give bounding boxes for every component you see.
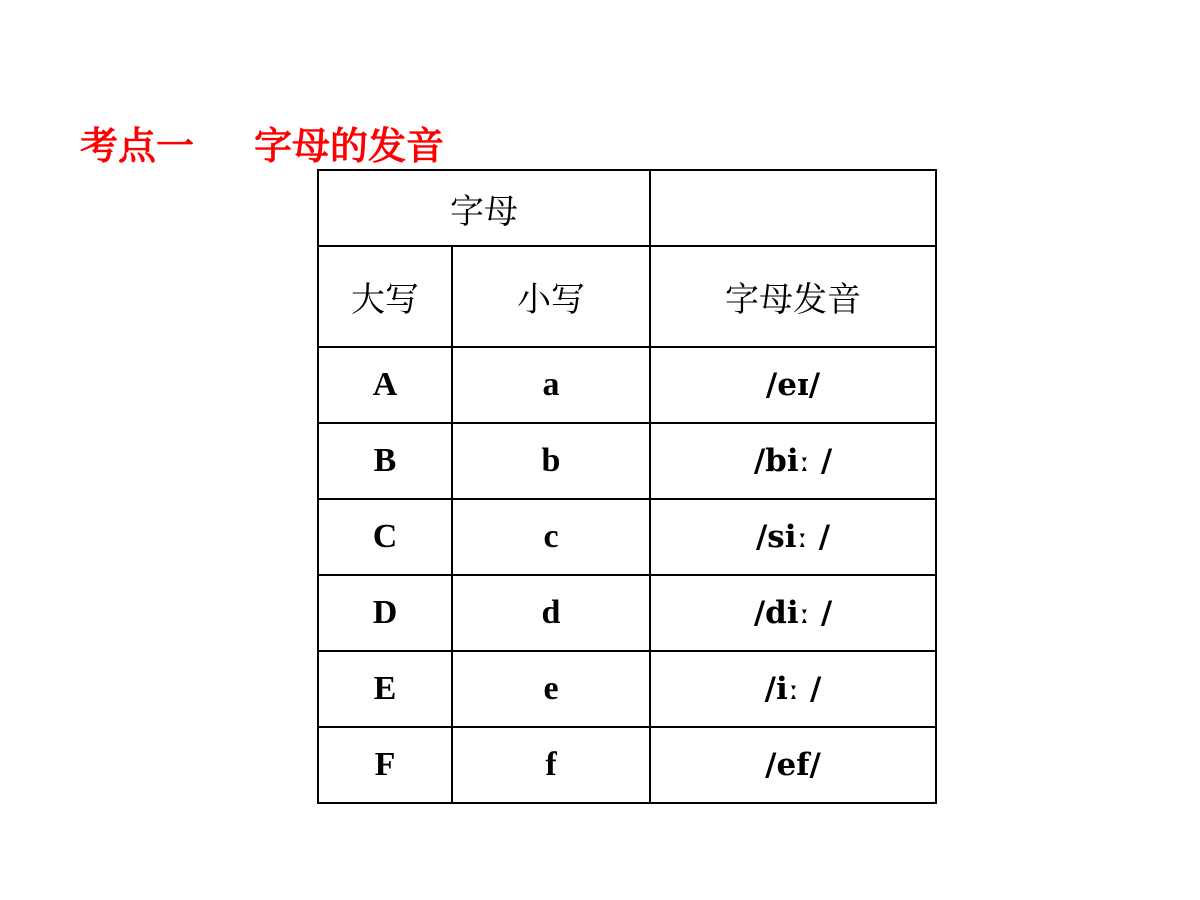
table-row bbox=[318, 651, 936, 727]
page-heading bbox=[80, 118, 444, 166]
table-row bbox=[318, 575, 936, 651]
letter-pronunciation: /biː / bbox=[650, 423, 936, 499]
uppercase-letter: E bbox=[318, 651, 452, 727]
letters-group-header: 字母 bbox=[318, 170, 650, 246]
uppercase-letter: F bbox=[318, 727, 452, 803]
lowercase-letter: e bbox=[452, 651, 650, 727]
uppercase-letter: C bbox=[318, 499, 452, 575]
letter-pronunciation-table bbox=[317, 169, 937, 804]
column-header-lowercase: 小写 bbox=[452, 246, 650, 347]
table-column-header-row bbox=[318, 246, 936, 347]
table-group-header-row bbox=[318, 170, 936, 246]
uppercase-letter: B bbox=[318, 423, 452, 499]
lowercase-letter: a bbox=[452, 347, 650, 423]
column-header-pronunciation: 字母发音 bbox=[650, 246, 936, 347]
column-header-uppercase: 大写 bbox=[318, 246, 452, 347]
table-row bbox=[318, 727, 936, 803]
letter-pronunciation: /iː / bbox=[650, 651, 936, 727]
letter-pronunciation: /diː / bbox=[650, 575, 936, 651]
table-row bbox=[318, 499, 936, 575]
letter-pronunciation: /eɪ/ bbox=[650, 347, 936, 423]
lowercase-letter: b bbox=[452, 423, 650, 499]
uppercase-letter: A bbox=[318, 347, 452, 423]
heading-topic: 字母的发音 bbox=[254, 123, 445, 168]
letter-pronunciation: /siː / bbox=[650, 499, 936, 575]
uppercase-letter: D bbox=[318, 575, 452, 651]
table-row bbox=[318, 423, 936, 499]
lowercase-letter: c bbox=[452, 499, 650, 575]
letter-pronunciation: /ef/ bbox=[650, 727, 936, 803]
lowercase-letter: f bbox=[452, 727, 650, 803]
empty-header-cell bbox=[650, 170, 936, 246]
lowercase-letter: d bbox=[452, 575, 650, 651]
table-row bbox=[318, 347, 936, 423]
heading-number: 考点一 bbox=[80, 123, 195, 168]
